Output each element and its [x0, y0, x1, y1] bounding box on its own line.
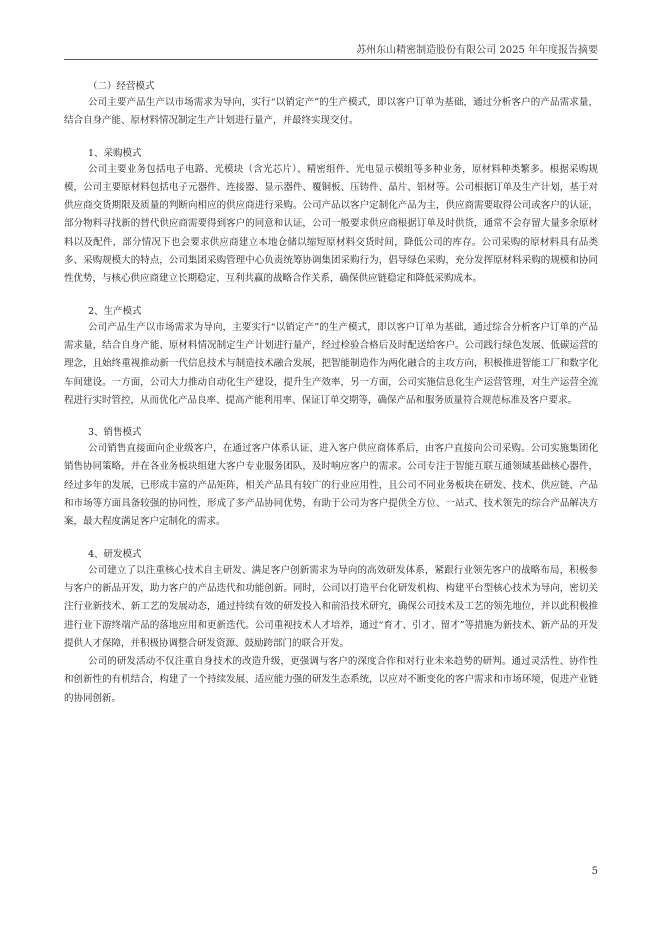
- page-number: 5: [591, 866, 598, 877]
- production-paragraph: 公司产品生产以市场需求为导向，主要实行“以销定产”的生产模式，即以客户订单为基础，通过综合分析客户订单的产品需求量，结合自身产能、原材料情况制定生产计划进行量产，经过检验合格后及时配送给客户。公司践行绿色发展、低碳运营的理念，且始终重视推动新一代信息技术与制造技术融合发展，把智能制造作为两化融合的主攻方向，积极推进智能工厂和数字化车间建设。一方面，公司大力推动自动化生产建设，提升生产效率，另一方面，公司实施信息化生产运营管理，对生产运营全流程进行实时管控，从而优化产品良率、提高产能利用率、保证订单交期等，确保产品和服务质量符合规范标准及客户要求。: [64, 321, 598, 406]
- report-header: [64, 44, 598, 60]
- spacer: [64, 410, 598, 426]
- spacer: [64, 532, 598, 548]
- section-intro-paragraph: 公司主要产品生产以市场需求为导向，实行“以销定产”的生产模式，即以客户订单为基础，通过分析客户的产品需求量，结合自身产能、原材料情况制定生产计划进行量产，并最终实现交付。: [64, 97, 598, 127]
- section-heading-business-model: （二）经营模式: [88, 81, 155, 92]
- subsection-heading-production: 2、生产模式: [88, 305, 142, 317]
- rnd-paragraph-2: 公司的研发活动不仅注重自身技术的改造升级，更强调与客户的深度合作和对行业未来趋势的研判。通过灵活性、协作性和创新性的有机结合，构建了一个持续发展、适应能力强的研发生态系统，以应对不断变化的客户需求和市场环境，促进产业链的协同创新。: [64, 656, 598, 704]
- spacer: [64, 289, 598, 305]
- spacer: [64, 131, 598, 147]
- subsection-heading-sales: 3、销售模式: [88, 427, 142, 439]
- sales-paragraph: 公司销售直接面向企业级客户，在通过客户体系认证、进入客户供应商体系后，由客户直接向公司采购。公司实施集团化销售协同策略，并在各业务板块组建大客户专业服务团队，及时响应客户的需求。公司专注于智能互联互通领域基础核心器件，经过多年的发展，已形成丰富的产品矩阵，相关产品具有较广的行业应用性，且公司不同业务板块在研发、技术、供应链、产品和市场等方面具备较强的协同性，形成了多产品协同优势，有助于公司为客户提供全方位、一站式、技术领先的综合产品解决方案，最大程度满足客户定制化的需求。: [64, 443, 598, 528]
- subsection-heading-procurement: 1、采购模式: [88, 147, 142, 159]
- report-header-title: 苏州东山精密制造股份有限公司 2025 年年度报告摘要: [356, 45, 598, 56]
- procurement-paragraph: 公司主要业务包括电子电路、光模块（含光芯片）、精密组件、光电显示模组等多种业务，原材料种类繁多。根据采购规模，公司主要原材料包括电子元器件、连接器、显示器件、覆铜板、压铸件、晶片、铝材等。公司根据订单及生产计划，基于对供应商交货期限及质量的判断向相应的供应商进行采购。公司产品以客户定制化产品为主，供应商需要取得公司或客户的认证，部分物料寻找新的替代供应商需要得到客户的同意和认证，公司一般要求供应商根据订单及时供货，通常不会存留大量多余原材料以及配件，部分情况下也会要求供应商建立本地仓储以缩短原材料交货时间，降低公司的库存。公司采购的原材料具有品类多、采购规模大的特点，公司集团采购管理中心负责统筹协调集团采购行为，倡导绿色采购，充分发挥原材料采购的规模和协同性优势，与核心供应商建立长期稳定、互利共赢的战略合作关系，确保供应链稳定和降低采购成本。: [64, 163, 598, 285]
- subsection-heading-rnd: 4、研发模式: [88, 548, 142, 560]
- page-content: [64, 80, 598, 708]
- rnd-paragraph-1: 公司建立了以注重核心技术自主研发、满足客户创新需求为导向的高效研发体系，紧跟行业领先客户的战略布局，积极参与客户的新品开发，助力客户的产品迭代和功能创新。同时，公司以打造平台化研发机构、构建平台型核心技术为导向，密切关注行业新技术、新工艺的发展动态，通过持续有效的研发投入和前沿技术研究，确保公司技术及工艺的领先地位，并以此积极推进行业下游终端产品的落地应用和更新迭代。公司重视技术人才培养，通过“育才、引才、留才”等措施为新技术、新产品的开发提供人才保障，并积极协调整合研发资源、鼓励跨部门的联合开发。: [64, 564, 598, 649]
